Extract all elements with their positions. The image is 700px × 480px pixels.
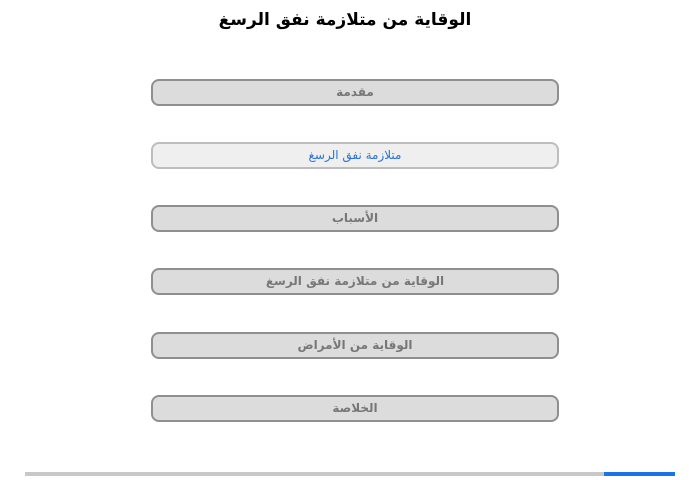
menu-item-disease-prevention[interactable]: الوقاية من الأمراض: [151, 332, 559, 359]
menu-item-conclusion[interactable]: الخلاصة: [151, 395, 559, 422]
menu-item-carpal-tunnel-syndrome[interactable]: متلازمة نفق الرسغ: [151, 142, 559, 169]
page-title: الوقاية من متلازمة نفق الرسغ: [218, 10, 472, 30]
menu-item-introduction[interactable]: مقدمة: [151, 79, 559, 106]
menu-item-prevention-carpal-tunnel[interactable]: الوقاية من متلازمة نفق الرسغ: [151, 268, 559, 295]
progress-bar: [25, 472, 675, 476]
menu-item-causes[interactable]: الأسباب: [151, 205, 559, 232]
progress-bar-fill: [604, 472, 676, 476]
